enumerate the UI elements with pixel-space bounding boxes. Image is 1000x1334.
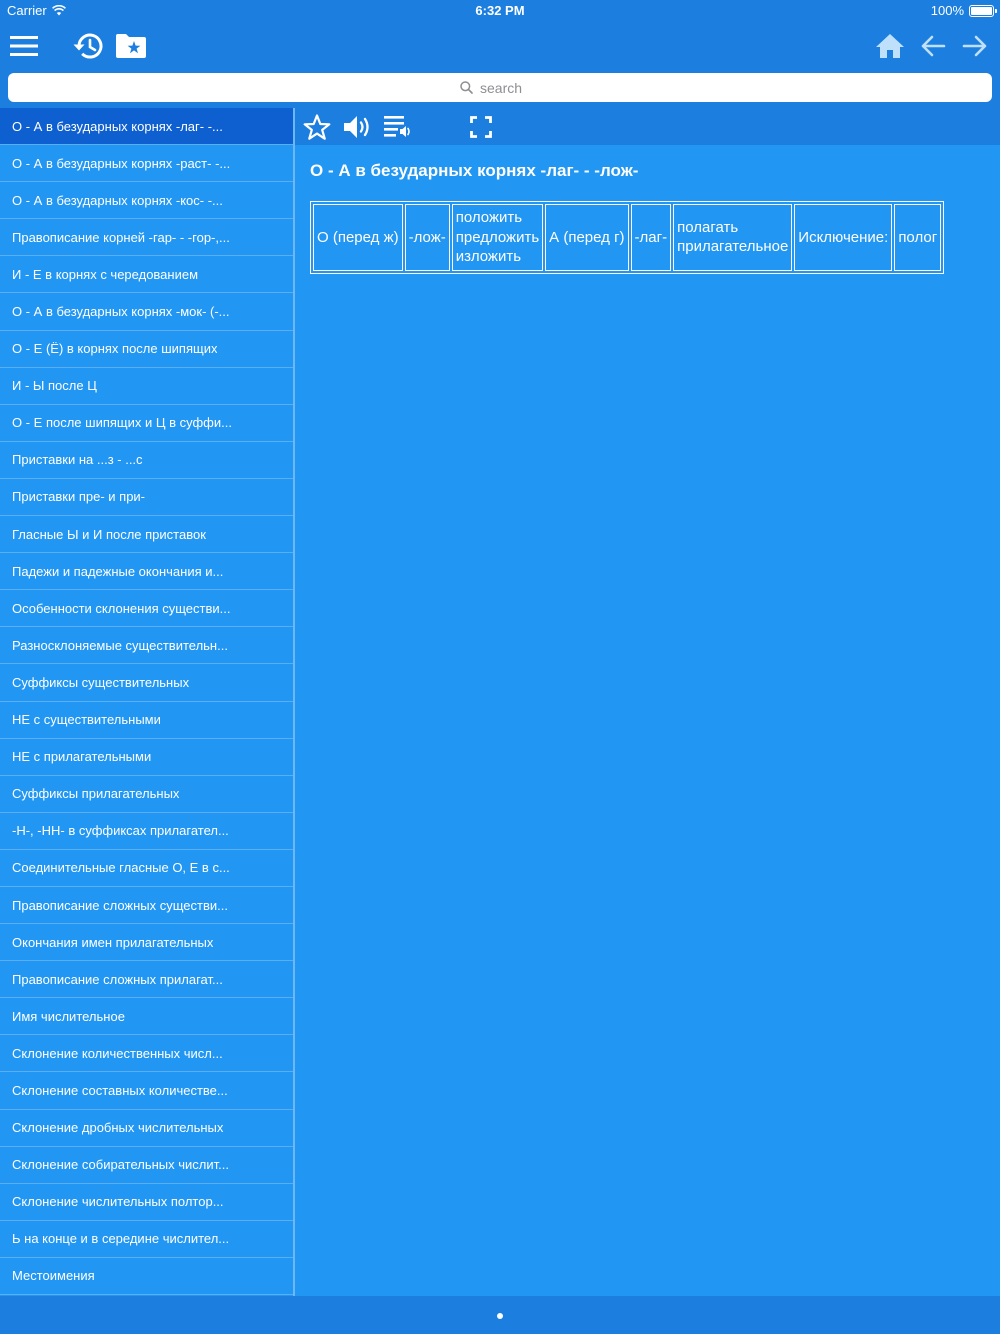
- sidebar-item-label: Местоимения: [12, 1268, 95, 1284]
- table-cell: полог: [894, 204, 941, 271]
- sidebar-item-label: Приставки на ...з - ...с: [12, 452, 143, 468]
- sidebar-item[interactable]: [0, 182, 293, 219]
- sidebar-item[interactable]: [0, 368, 293, 405]
- sidebar-item-label: Правописание корней -гар- - -гор-,...: [12, 229, 230, 245]
- playlist-audio-icon: [383, 114, 415, 140]
- back-arrow-icon: [920, 35, 946, 57]
- sidebar-item[interactable]: [0, 664, 293, 701]
- sidebar-item[interactable]: [0, 739, 293, 776]
- table-cell: полагать прилагательное: [673, 204, 792, 271]
- sidebar-item[interactable]: [0, 1110, 293, 1147]
- topics-list: [0, 108, 293, 1296]
- history-button[interactable]: [68, 26, 108, 66]
- sidebar-item-label: И - Ы после Ц: [12, 378, 97, 394]
- sidebar-item-label: О - А в безударных корнях -раст- -...: [12, 155, 231, 171]
- sidebar-item-label: О - А в безударных корнях -кос- -...: [12, 192, 223, 208]
- sidebar-item[interactable]: [0, 293, 293, 330]
- search-icon: [460, 81, 473, 94]
- article-view: [295, 145, 1000, 1296]
- table-cell: А (перед г): [545, 204, 628, 271]
- fullscreen-icon: [470, 116, 492, 138]
- sidebar-item[interactable]: [0, 887, 293, 924]
- battery-indicator: [931, 3, 994, 18]
- favorite-star-icon: [303, 114, 331, 141]
- speak-button[interactable]: [341, 111, 373, 143]
- page-indicator-dot: [497, 1313, 503, 1319]
- sidebar-item[interactable]: [0, 108, 293, 145]
- sidebar-item[interactable]: [0, 145, 293, 182]
- sidebar-item-label: Соединительные гласные О, Е в с...: [12, 860, 230, 876]
- sidebar-item-label: Склонение количественных числ...: [12, 1045, 223, 1061]
- sidebar-item-label: Разносклоняемые существительн...: [12, 637, 228, 653]
- table-cell: -лаг-: [631, 204, 672, 271]
- sidebar-item[interactable]: [0, 627, 293, 664]
- back-button[interactable]: [913, 26, 953, 66]
- sidebar-item[interactable]: [0, 1147, 293, 1184]
- sidebar-item[interactable]: [0, 776, 293, 813]
- table-cell: положить предложить изложить: [452, 204, 543, 271]
- table-cell: Исключение:: [794, 204, 892, 271]
- sidebar-item[interactable]: [0, 813, 293, 850]
- sidebar-item-label: Правописание сложных прилагат...: [12, 971, 223, 987]
- sidebar-item[interactable]: [0, 256, 293, 293]
- sidebar-item[interactable]: [0, 331, 293, 368]
- sidebar-item[interactable]: [0, 516, 293, 553]
- battery-percent: 100%: [930, 3, 964, 18]
- sidebar-item[interactable]: [0, 590, 293, 627]
- sidebar-item[interactable]: [0, 1258, 293, 1295]
- sidebar-item[interactable]: [0, 1221, 293, 1258]
- clock: 6:32 PM: [475, 3, 525, 18]
- sidebar-item[interactable]: [0, 924, 293, 961]
- sidebar-item-label: Правописание сложных существи...: [12, 897, 228, 913]
- search-box[interactable]: [8, 73, 992, 102]
- rule-table: [310, 201, 944, 274]
- sidebar-item[interactable]: [0, 219, 293, 256]
- forward-arrow-icon: [962, 35, 988, 57]
- sidebar-item-label: Имя числительное: [12, 1008, 125, 1024]
- sidebar-item[interactable]: [0, 553, 293, 590]
- sidebar-item[interactable]: [0, 479, 293, 516]
- menu-icon: [10, 36, 38, 56]
- home-icon: [875, 33, 905, 59]
- sidebar-item-label: -Н-, -НН- в суффиксах прилагател...: [12, 823, 229, 839]
- bottom-bar: [0, 1296, 1000, 1334]
- sidebar-item-label: О - А в безударных корнях -лаг- -...: [12, 118, 223, 134]
- search-input[interactable]: [480, 80, 540, 96]
- navigation-bar: [0, 22, 1000, 70]
- sidebar-item-label: НЕ с прилагательными: [12, 749, 152, 765]
- sidebar-item[interactable]: [0, 850, 293, 887]
- home-button[interactable]: [870, 26, 910, 66]
- favorites-folder-icon: [115, 33, 147, 59]
- favorites-folder-button[interactable]: [111, 26, 151, 66]
- sidebar-item-label: Суффиксы существительных: [12, 674, 190, 690]
- sidebar-item-label: О - Е (Ё) в корнях после шипящих: [12, 341, 218, 357]
- favorite-button[interactable]: [301, 111, 333, 143]
- sidebar-item-label: О - А в безударных корнях -мок- (-...: [12, 304, 230, 320]
- sidebar-item-label: Суффиксы прилагательных: [12, 786, 180, 802]
- sidebar-item-label: Окончания имен прилагательных: [12, 934, 214, 950]
- sidebar-item-label: И - Е в корнях с чередованием: [12, 266, 199, 282]
- sidebar-item[interactable]: [0, 1184, 293, 1221]
- menu-button[interactable]: [4, 26, 44, 66]
- fullscreen-button[interactable]: [465, 111, 497, 143]
- sidebar-item[interactable]: [0, 702, 293, 739]
- sidebar-item[interactable]: [0, 961, 293, 998]
- sidebar-item-label: О - Е после шипящих и Ц в суффи...: [12, 415, 232, 431]
- sidebar-item-label: НЕ с существительными: [12, 712, 161, 728]
- sidebar-item-label: Склонение собирательных числит...: [12, 1157, 229, 1173]
- history-icon: [72, 32, 104, 60]
- battery-icon: [969, 5, 994, 17]
- article-title: О - А в безударных корнях -лаг- - -лож-: [310, 161, 639, 180]
- sidebar-item-label: Ь на конце и в середине числител...: [12, 1231, 230, 1247]
- sidebar-item-label: Падежи и падежные окончания и...: [12, 563, 224, 579]
- article-toolbar: [295, 108, 1000, 145]
- speaker-icon: [342, 114, 372, 140]
- sidebar-item[interactable]: [0, 1072, 293, 1109]
- carrier-label: Carrier: [7, 3, 47, 18]
- sidebar-item[interactable]: [0, 442, 293, 479]
- table-row: [313, 204, 941, 271]
- status-bar: [0, 0, 1000, 22]
- table-cell: -лож-: [405, 204, 450, 271]
- sidebar-item-label: Приставки пре- и при-: [12, 489, 146, 505]
- sidebar-item-label: Гласные Ы и И после приставок: [12, 526, 206, 542]
- playlist-button[interactable]: [383, 111, 415, 143]
- sidebar-item-label: Склонение числительных полтор...: [12, 1194, 224, 1210]
- search-bar: [0, 70, 1000, 108]
- forward-button[interactable]: [955, 26, 995, 66]
- sidebar-item[interactable]: [0, 1035, 293, 1072]
- sidebar-item[interactable]: [0, 405, 293, 442]
- sidebar-item-label: Склонение дробных числительных: [12, 1120, 224, 1136]
- sidebar-item-label: Особенности склонения существи...: [12, 600, 231, 616]
- table-cell: О (перед ж): [313, 204, 403, 271]
- sidebar-item-label: Склонение составных количестве...: [12, 1082, 228, 1098]
- sidebar-item[interactable]: [0, 998, 293, 1035]
